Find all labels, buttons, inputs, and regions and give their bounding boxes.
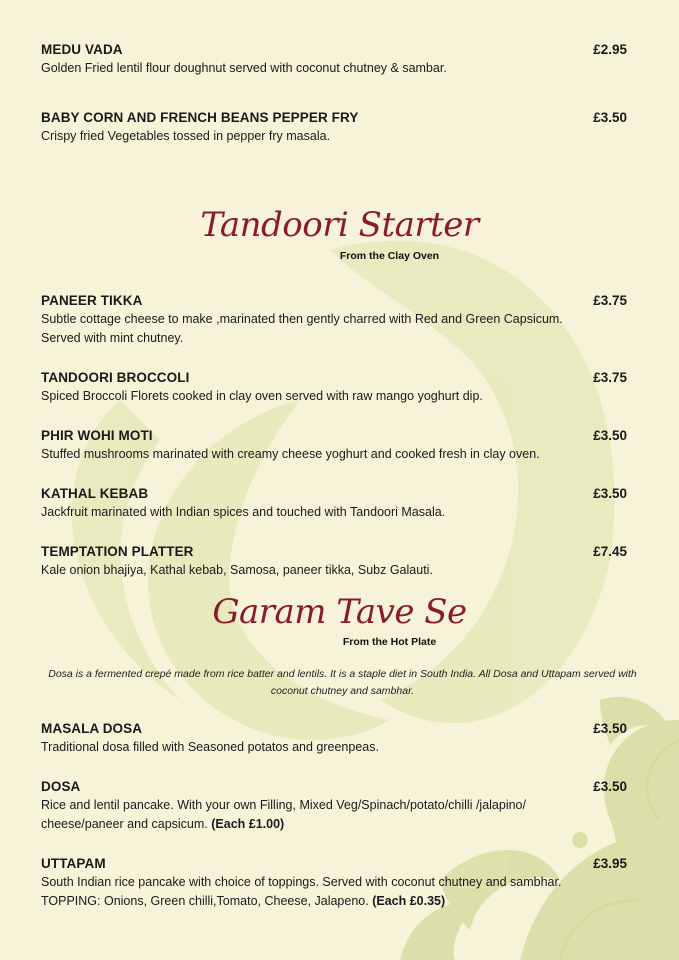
- menu-item-paneer-tikka: [41, 292, 631, 348]
- item-description: Crispy fried Vegetables tossed in pepper fry masala.: [41, 129, 331, 143]
- item-extra-price: (Each £1.00): [211, 817, 285, 831]
- section-subtitle-garam-tave-se: From the Hot Plate: [342, 636, 437, 648]
- menu-item-kathal-kebab: [41, 485, 631, 522]
- item-price: £3.75: [593, 293, 627, 308]
- item-name: UTTAPAM: [41, 856, 106, 871]
- item-name: TEMPTATION PLATTER: [41, 544, 194, 559]
- item-price: £2.95: [593, 42, 627, 57]
- menu-item-temptation-platter: [41, 543, 631, 580]
- item-name: PHIR WOHI MOTI: [41, 428, 153, 443]
- menu-item-dosa: [41, 778, 631, 834]
- item-price: £3.50: [593, 428, 627, 443]
- section-title-garam-tave-se: Garam Tave Se: [212, 592, 467, 632]
- item-description-line2: [41, 815, 631, 834]
- menu-item-phir-wohi-moti: [41, 427, 631, 464]
- item-price: £3.95: [593, 856, 627, 871]
- item-name: BABY CORN AND FRENCH BEANS PEPPER FRY: [41, 110, 359, 125]
- item-price: £3.50: [593, 721, 627, 736]
- item-name: DOSA: [41, 779, 81, 794]
- item-description: South Indian rice pancake with choice of toppings. Served with coconut chutney and sambhar.: [41, 875, 562, 889]
- item-description-line2: Served with mint chutney.: [41, 331, 184, 345]
- menu-item-uttapam: [41, 855, 631, 911]
- item-description: Traditional dosa filled with Seasoned potatos and greenpeas.: [41, 740, 379, 754]
- section-title-tandoori: Tandoori Starter: [200, 205, 479, 245]
- menu-item-medu-vada: [41, 41, 631, 78]
- item-description: Rice and lentil pancake. With your own Filling, Mixed Veg/Spinach/potato/chilli /jalapino/: [41, 798, 526, 812]
- item-name: MASALA DOSA: [41, 721, 143, 736]
- item-description-line2: [41, 892, 631, 911]
- item-description: Spiced Broccoli Florets cooked in clay oven served with raw mango yoghurt dip.: [41, 389, 483, 403]
- item-description-text: TOPPING: Onions, Green chilli,Tomato, Cheese, Jalapeno.: [41, 894, 369, 908]
- item-price: £7.45: [593, 544, 627, 559]
- item-price: £3.75: [593, 370, 627, 385]
- item-name: PANEER TIKKA: [41, 293, 143, 308]
- menu-item-masala-dosa: [41, 720, 631, 757]
- item-description: Kale onion bhajiya, Kathal kebab, Samosa, paneer tikka, Subz Galauti.: [41, 563, 433, 577]
- item-description: Stuffed mushrooms marinated with creamy cheese yoghurt and cooked fresh in clay oven.: [41, 447, 540, 461]
- item-name: TANDOORI BROCCOLI: [41, 370, 190, 385]
- item-price: £3.50: [593, 110, 627, 125]
- item-extra-price: (Each £0.35): [372, 894, 446, 908]
- section-intro-text: Dosa is a fermented crepé made from rice batter and lentils. It is a staple diet in South India. All Dosa and Uttapam served with coconut chutney and sambhar.: [48, 668, 637, 697]
- item-description: Golden Fried lentil flour doughnut served with coconut chutney & sambar.: [41, 61, 447, 75]
- item-description: Jackfruit marinated with Indian spices and touched with Tandoori Masala.: [41, 505, 446, 519]
- menu-item-tandoori-broccoli: [41, 369, 631, 406]
- menu-item-baby-corn: [41, 109, 631, 146]
- item-price: £3.50: [593, 486, 627, 501]
- section-subtitle-tandoori: From the Clay Oven: [339, 250, 440, 262]
- item-name: MEDU VADA: [41, 42, 123, 57]
- item-description-text: cheese/paneer and capsicum.: [41, 817, 208, 831]
- item-price: £3.50: [593, 779, 627, 794]
- item-description: Subtle cottage cheese to make ,marinated then gently charred with Red and Green Capsicum.: [41, 312, 563, 326]
- item-name: KATHAL KEBAB: [41, 486, 149, 501]
